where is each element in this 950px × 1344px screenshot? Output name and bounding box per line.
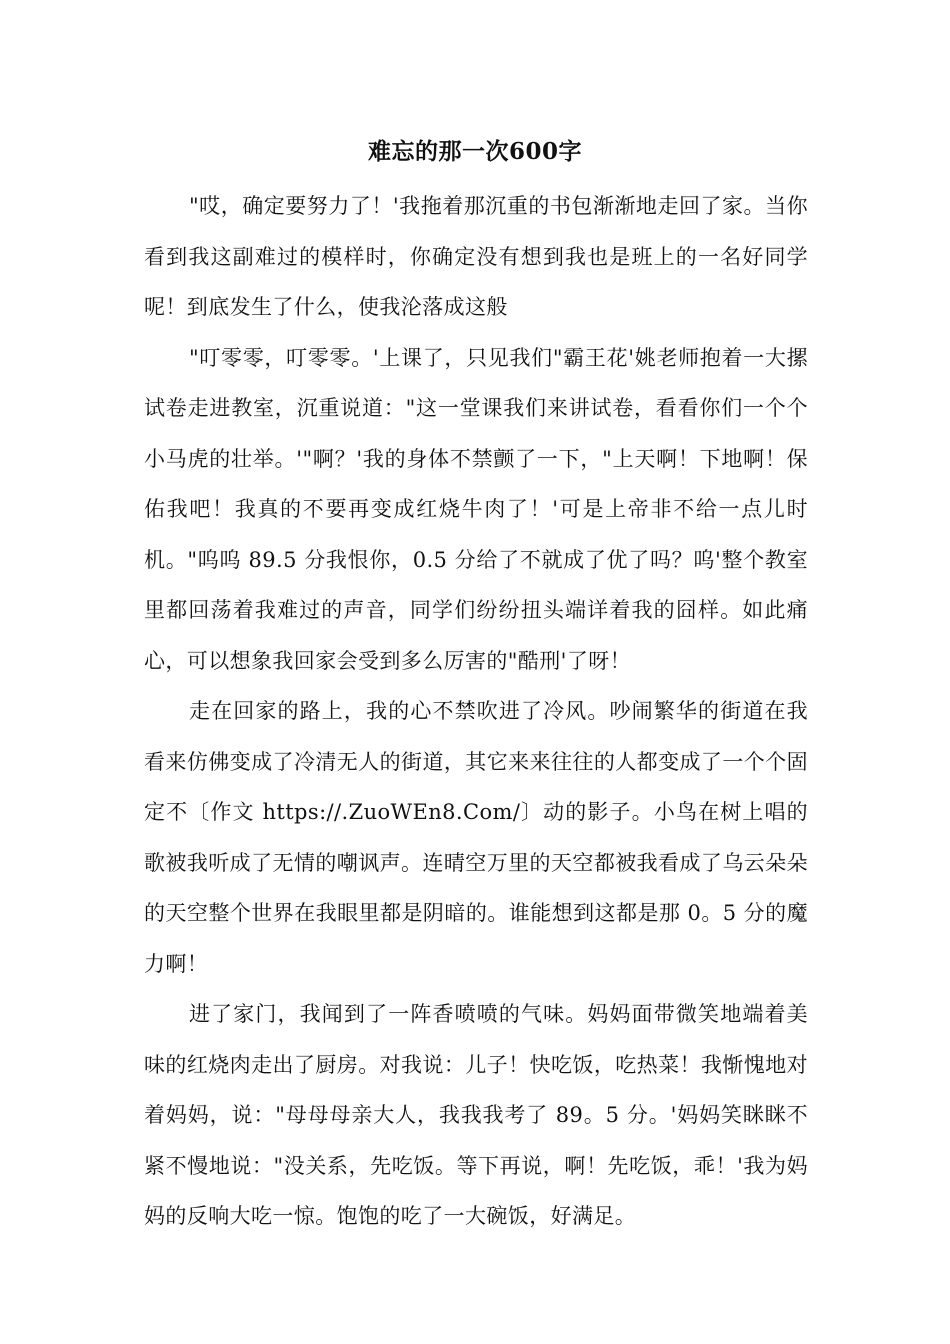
paragraph-2: "叮零零，叮零零。'上课了，只见我们"霸王花'姚老师抱着一大摞试卷走进教室，沉重说道："这一堂课我们来讲试卷，看看你们一个个小马虎的壮举。'"啊？'我的身体不禁颤了一下，"上天啊！下地啊！保佑我吧！我真的不要再变成红烧牛肉了！'可是上帝非不给一点儿时机。"呜呜 89.5 分我恨你，0.5 分给了不就成了优了吗？呜'整个教室里都回荡着我难过的声音，同学们纷纷扭头端详着我的囧样。如此痛心，可以想象我回家会受到多么厉害的"酷刑'了呀！	[144, 345, 808, 673]
document-title: 难忘的那一次600字	[367, 138, 582, 165]
document-body	[144, 181, 808, 1242]
paragraph-3: 走在回家的路上，我的心不禁吹进了冷风。吵闹繁华的街道在我看来仿佛变成了冷清无人的街道，其它来来往往的人都变成了一个个固定不〔作文 https://.ZuoWEn8.Com/〕动的影子。小鸟在树上唱的歌被我听成了无情的嘲讽声。连晴空万里的天空都被我看成了乌云朵朵的天空整个世界在我眼里都是阴暗的。谁能想到这都是那 0。5 分的魔力啊！	[144, 699, 808, 976]
paragraph-4: 进了家门，我闻到了一阵香喷喷的气味。妈妈面带微笑地端着美味的红烧肉走出了厨房。对我说：儿子！快吃饭，吃热菜！我惭愧地对着妈妈，说："母母母亲大人，我我我考了 89。5 分。'妈妈笑眯眯不紧不慢地说："没关系，先吃饭。等下再说，啊！先吃饭，乖！'我为妈妈的反响大吃一惊。饱饱的吃了一大碗饭，好满足。	[144, 1002, 808, 1228]
paragraph-1: "哎，确定要努力了！'我拖着那沉重的书包渐渐地走回了家。当你看到我这副难过的模样时，你确定没有想到我也是班上的一名好同学呢！到底发生了什么，使我沦落成这般	[144, 194, 808, 319]
